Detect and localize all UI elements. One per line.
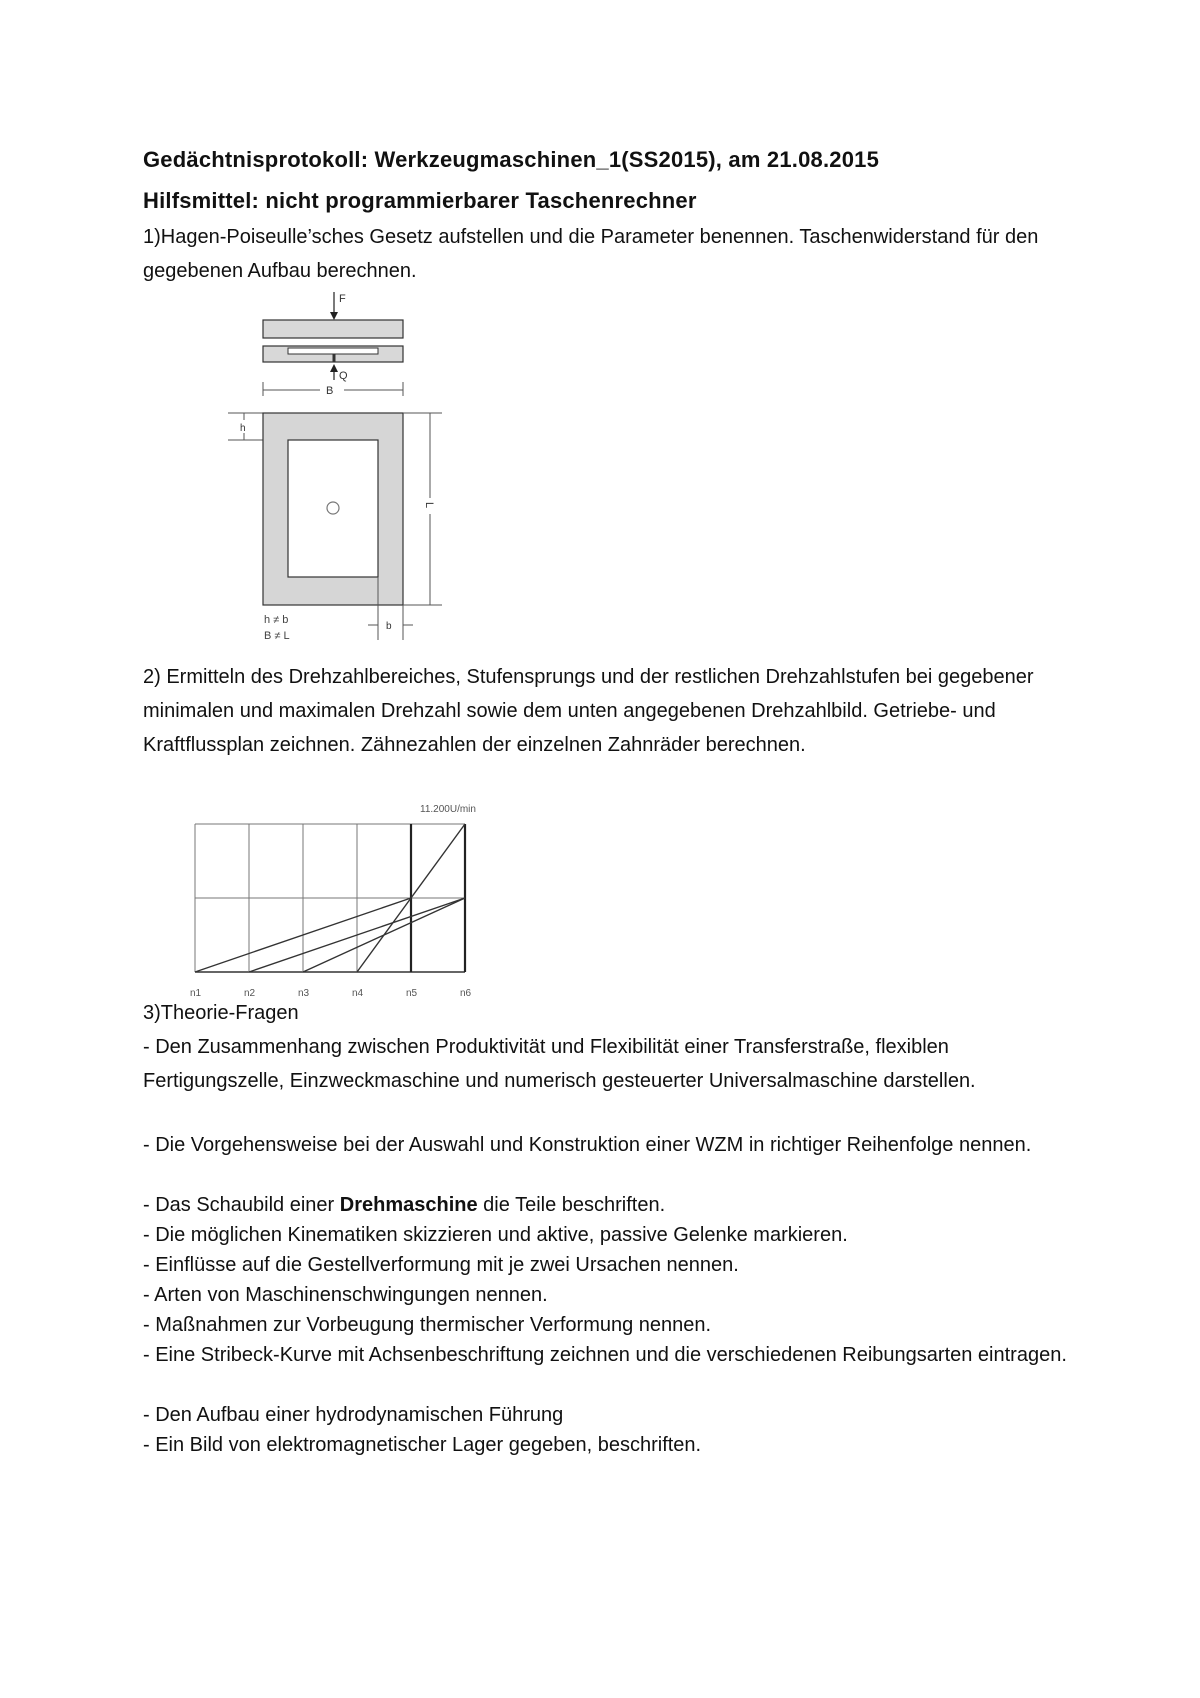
n-label-6: n6 bbox=[460, 988, 472, 999]
label-L: L bbox=[423, 502, 435, 509]
ray-4 bbox=[357, 898, 411, 972]
question-9: - Den Aufbau einer hydrodynamischen Führung bbox=[143, 1404, 564, 1426]
question-3-pre: - Das Schaubild einer bbox=[143, 1194, 340, 1216]
pocket-section bbox=[288, 348, 378, 354]
document-title: Gedächtnisprotokoll: Werkzeugmaschinen_1(SS2015), am 21.08.2015 bbox=[143, 147, 880, 172]
note-B-not-L: B ≠ L bbox=[264, 630, 290, 642]
task-3-heading: 3)Theorie-Fragen bbox=[143, 1002, 299, 1024]
question-7: - Maßnahmen zur Vorbeugung thermischer Verformung nennen. bbox=[143, 1314, 712, 1336]
n-label-1: n1 bbox=[190, 988, 202, 999]
task-1-text: 1)Hagen-Poiseulle’sches Gesetz aufstellen und die Parameter benennen. Taschenwiderstand für den gegebenen Aufbau berechnen. bbox=[143, 226, 1039, 282]
question-2: - Die Vorgehensweise bei der Auswahl und Konstruktion einer WZM in richtiger Reihenfolge nennen. bbox=[143, 1134, 1032, 1156]
max-speed-label: 11.200U/min bbox=[420, 804, 476, 815]
diagram-grid bbox=[195, 824, 465, 972]
n-label-3: n3 bbox=[298, 988, 310, 999]
force-arrowhead bbox=[330, 312, 338, 320]
task-2-text: 2) Ermitteln des Drehzahlbereiches, Stufensprungs und der restlichen Drehzahlstufen bei gegebener minimalen und maximalen Drehzahl sowie dem unten angegebenen Drehzahlbild. Getriebe- und Kraftflussplan zeichnen. Zähnezahlen der einzelnen Zahnräder berechnen. bbox=[143, 666, 1034, 756]
label-B: B bbox=[326, 385, 334, 397]
question-10: - Ein Bild von elektromagnetischer Lager gegeben, beschriften. bbox=[143, 1434, 702, 1456]
label-b: b bbox=[386, 621, 392, 632]
n-label-2: n2 bbox=[244, 988, 256, 999]
question-5: - Einflüsse auf die Gestellverformung mit je zwei Ursachen nennen. bbox=[143, 1254, 739, 1276]
label-h: h bbox=[240, 423, 246, 434]
label-F: F bbox=[339, 293, 346, 305]
n-label-4: n4 bbox=[352, 988, 364, 999]
question-3 bbox=[143, 1190, 665, 1220]
top-plate bbox=[263, 320, 403, 338]
note-h-not-b: h ≠ b bbox=[264, 614, 289, 626]
supply-hole bbox=[327, 502, 339, 514]
label-Q: Q bbox=[339, 370, 348, 382]
n-label-5: n5 bbox=[406, 988, 418, 999]
question-8: - Eine Stribeck-Kurve mit Achsenbeschriftung zeichnen und die verschiedenen Reibungsarten eintragen. bbox=[143, 1344, 1067, 1366]
pocket-figure bbox=[220, 290, 460, 650]
question-1: - Den Zusammenhang zwischen Produktivität und Flexibilität einer Transferstraße, flexiblen Fertigungszelle, Einzweckmaschine und numerisch gesteuerter Universalmaschine darstellen. bbox=[143, 1036, 976, 1092]
aids-line: Hilfsmittel: nicht programmierbarer Taschenrechner bbox=[143, 188, 697, 213]
question-4: - Die möglichen Kinematiken skizzieren und aktive, passive Gelenke markieren. bbox=[143, 1224, 848, 1246]
ray-5 bbox=[411, 824, 465, 898]
question-3-post: die Teile beschriften. bbox=[477, 1194, 666, 1216]
question-3-bold: Drehmaschine bbox=[339, 1194, 478, 1216]
speed-diagram bbox=[180, 800, 500, 1000]
flow-arrowhead bbox=[330, 364, 338, 372]
question-6: - Arten von Maschinenschwingungen nennen. bbox=[143, 1284, 548, 1306]
